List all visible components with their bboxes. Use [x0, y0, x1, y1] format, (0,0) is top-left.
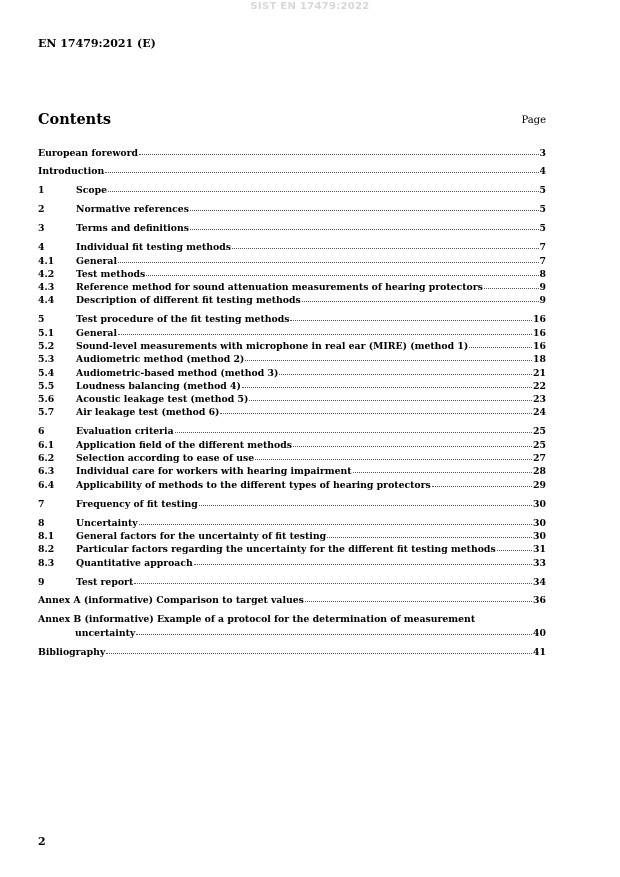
- page-column-label: Page: [521, 115, 546, 126]
- dot-leader: [199, 505, 532, 506]
- toc-entry-page: 3: [539, 148, 546, 159]
- toc-entry[interactable]: [38, 165, 546, 178]
- dot-leader: [175, 432, 532, 433]
- toc-entry-number: 6: [38, 426, 45, 438]
- dot-leader: [432, 486, 532, 487]
- toc-entry[interactable]: [38, 517, 546, 530]
- toc-entry-title: Terms and definitions: [76, 223, 189, 235]
- toc-entry[interactable]: [38, 594, 546, 607]
- toc-entry-number: 4: [38, 242, 45, 254]
- toc-entry[interactable]: [38, 241, 546, 254]
- toc-entry-number: 9: [38, 576, 45, 588]
- toc-entry-title: General: [76, 255, 117, 267]
- toc-entry-number: 2: [38, 204, 45, 216]
- toc-entry-title: Particular factors regarding the uncertainty for the different fit testing methods: [76, 544, 496, 556]
- toc-entry-title: Audiometric method (method 2): [76, 354, 245, 366]
- toc-entry-number: 8.2: [38, 544, 55, 556]
- toc-entry[interactable]: [38, 184, 546, 197]
- toc-entry-title: Description of different fit testing methods: [76, 295, 301, 307]
- toc-entry-page: 9: [539, 295, 546, 307]
- toc-entry-page: 8: [539, 268, 546, 280]
- toc-entry-page: 16: [533, 314, 546, 326]
- dot-leader: [134, 583, 532, 584]
- toc-entry-title: Application field of the different methods: [76, 439, 292, 451]
- toc-entry-number: 5.2: [38, 341, 55, 352]
- toc-entry-title: Bibliography: [38, 646, 106, 658]
- dot-leader: [105, 172, 538, 173]
- dot-leader: [279, 374, 532, 375]
- table-of-contents: [38, 147, 546, 659]
- toc-entry[interactable]: [38, 452, 546, 465]
- dot-leader: [245, 360, 532, 361]
- toc-entry-page: 5: [539, 204, 546, 216]
- toc-entry-title: Annex B (informative) Example of a protocol for the determination of measurement: [38, 614, 476, 626]
- dot-leader: [136, 634, 532, 635]
- toc-entry-page: 27: [533, 453, 546, 465]
- dot-leader: [232, 248, 539, 249]
- toc-entry-title: European foreword: [38, 148, 138, 159]
- toc-entry-title: Acoustic leakage test (method 5): [76, 394, 249, 406]
- dot-leader: [194, 564, 532, 565]
- dot-leader: [353, 472, 532, 473]
- dot-leader: [293, 446, 532, 447]
- contents-title: Contents: [38, 111, 112, 128]
- toc-entry[interactable]: [38, 406, 546, 419]
- dot-leader: [220, 413, 532, 414]
- toc-entry-number: 5: [38, 314, 45, 326]
- toc-entry[interactable]: [38, 327, 546, 340]
- toc-entry-annex-b[interactable]: [38, 613, 546, 640]
- toc-entry-title: Selection according to ease of use: [76, 453, 255, 465]
- toc-entry-number: 1: [38, 185, 45, 197]
- toc-entry-title: Annex A (informative) Comparison to target values: [38, 595, 304, 607]
- toc-entry[interactable]: [38, 353, 546, 366]
- document-id: EN 17479:2021 (E): [38, 37, 156, 50]
- toc-entry[interactable]: [38, 465, 546, 478]
- toc-entry-page: 31: [533, 544, 546, 556]
- toc-entry-title: Individual fit testing methods: [76, 242, 231, 254]
- dot-leader: [327, 537, 532, 538]
- toc-entry-number: 8: [38, 517, 45, 529]
- toc-entry-title: Applicability of methods to the different types of hearing protectors: [76, 479, 431, 491]
- toc-entry-page: 25: [533, 426, 546, 438]
- toc-entry[interactable]: [38, 439, 546, 452]
- toc-entry-number: 5.3: [38, 354, 55, 366]
- dot-leader: [290, 320, 532, 321]
- toc-entry-title: Quantitative approach: [76, 557, 193, 569]
- toc-entry-title: Audiometric-based method (method 3): [76, 367, 279, 379]
- dot-leader: [139, 154, 539, 155]
- toc-entry-page: 41: [533, 646, 546, 658]
- toc-entry-number: 8.1: [38, 530, 55, 542]
- toc-entry-title: Frequency of fit testing: [76, 498, 198, 510]
- dot-leader: [242, 387, 532, 388]
- dot-leader: [469, 347, 532, 348]
- toc-entry-title: Test methods: [76, 268, 146, 280]
- toc-entry-page: 30: [533, 498, 546, 510]
- watermark: SIST EN 17479:2022: [250, 1, 370, 12]
- toc-entry-page: 30: [533, 517, 546, 529]
- toc-entry-number: 8.3: [38, 557, 55, 569]
- toc-entry-bibliography[interactable]: [38, 646, 546, 659]
- toc-entry-title: Test report: [76, 576, 134, 588]
- toc-entry-page: 16: [533, 341, 546, 352]
- toc-entry-page: 21: [533, 367, 546, 379]
- toc-entry-number: 4.1: [38, 255, 55, 267]
- toc-entry[interactable]: [38, 222, 546, 235]
- dot-leader: [249, 400, 532, 401]
- toc-entry-page: 28: [533, 466, 546, 478]
- toc-entry-page: 24: [533, 407, 546, 419]
- dot-leader: [108, 191, 539, 192]
- toc-entry-page: 4: [539, 166, 546, 178]
- dot-leader: [190, 210, 539, 211]
- toc-entry[interactable]: [38, 268, 546, 281]
- toc-entry-number: 7: [38, 498, 45, 510]
- toc-entry-page: 40: [533, 627, 546, 639]
- toc-entry-page: 18: [533, 354, 546, 366]
- toc-entry-title: General factors for the uncertainty of fit testing: [76, 530, 327, 542]
- toc-entry[interactable]: [38, 576, 546, 589]
- toc-entry[interactable]: [38, 313, 546, 326]
- toc-entry[interactable]: [38, 281, 546, 294]
- dot-leader: [118, 334, 532, 335]
- toc-entry-title: Test procedure of the fit testing methods: [76, 314, 290, 326]
- dot-leader: [190, 229, 539, 230]
- toc-entry-title: Normative references: [76, 204, 189, 216]
- dot-leader: [118, 262, 539, 263]
- toc-entry-number: 5.5: [38, 380, 55, 392]
- dot-leader: [106, 653, 532, 654]
- toc-entry-page: 33: [533, 557, 546, 569]
- toc-entry-page: 9: [539, 282, 546, 294]
- toc-entry-number: 5.1: [38, 327, 55, 339]
- toc-entry-number: 6.1: [38, 439, 55, 451]
- toc-entry[interactable]: [38, 393, 546, 406]
- toc-entry-title: Evaluation criteria: [76, 426, 174, 438]
- toc-entry-page: 7: [539, 255, 546, 267]
- dot-leader: [139, 524, 532, 525]
- toc-entry-title: Introduction: [38, 166, 105, 178]
- toc-entry-number: 4.3: [38, 282, 55, 294]
- toc-entry[interactable]: [38, 367, 546, 380]
- toc-entry-page: 30: [533, 530, 546, 542]
- toc-entry-title: Reference method for sound attenuation measurements of hearing protectors: [76, 282, 483, 294]
- toc-entry[interactable]: [38, 203, 546, 216]
- toc-entry[interactable]: [38, 498, 546, 511]
- dot-leader: [497, 550, 532, 551]
- toc-entry-page: 29: [533, 479, 546, 491]
- toc-entry-title: Individual care for workers with hearing impairment: [76, 466, 352, 478]
- toc-entry-title: Scope: [76, 185, 107, 197]
- toc-entry-number: 6.3: [38, 466, 55, 478]
- toc-entry[interactable]: [38, 479, 546, 492]
- toc-entry[interactable]: [38, 294, 546, 307]
- page-number: 2: [38, 835, 46, 848]
- toc-entry-title: Sound-level measurements with microphone in real ear (MIRE) (method 1): [76, 341, 469, 352]
- toc-entry[interactable]: [38, 557, 546, 570]
- toc-entry-page: 16: [533, 327, 546, 339]
- toc-entry-number: 6.4: [38, 479, 55, 491]
- toc-entry-page: 23: [533, 394, 546, 406]
- toc-entry-page: 22: [533, 380, 546, 392]
- toc-entry-title: Loudness balancing (method 4): [76, 380, 241, 392]
- toc-entry-number: 6.2: [38, 453, 55, 465]
- toc-entry-page: 25: [533, 439, 546, 451]
- toc-entry[interactable]: [38, 147, 546, 160]
- toc-entry[interactable]: [38, 340, 546, 353]
- toc-entry-page: 7: [539, 242, 546, 254]
- toc-entry-page: 5: [539, 185, 546, 197]
- dot-leader: [255, 459, 532, 460]
- toc-entry-page: 34: [533, 576, 546, 588]
- toc-entry[interactable]: [38, 543, 546, 556]
- dot-leader: [484, 288, 539, 289]
- toc-entry-number: 5.6: [38, 394, 55, 406]
- toc-entry-page: 36: [533, 595, 546, 607]
- toc-entry-number: 3: [38, 223, 45, 235]
- dot-leader: [302, 301, 539, 302]
- toc-entry-title: Uncertainty: [76, 517, 138, 529]
- toc-entry-title: Air leakage test (method 6): [76, 407, 220, 419]
- toc-entry[interactable]: [38, 255, 546, 268]
- dot-leader: [305, 601, 532, 602]
- toc-entry[interactable]: [38, 380, 546, 393]
- dot-leader: [146, 275, 538, 276]
- toc-entry-title: General: [76, 327, 117, 339]
- toc-entry-number: 5.7: [38, 407, 55, 419]
- toc-entry-number: 4.4: [38, 295, 55, 307]
- toc-entry[interactable]: [38, 425, 546, 438]
- toc-entry-number: 4.2: [38, 268, 55, 280]
- toc-entry-title: uncertainty: [75, 627, 136, 639]
- toc-entry[interactable]: [38, 530, 546, 543]
- toc-entry-number: 5.4: [38, 367, 55, 379]
- toc-entry-page: 5: [539, 223, 546, 235]
